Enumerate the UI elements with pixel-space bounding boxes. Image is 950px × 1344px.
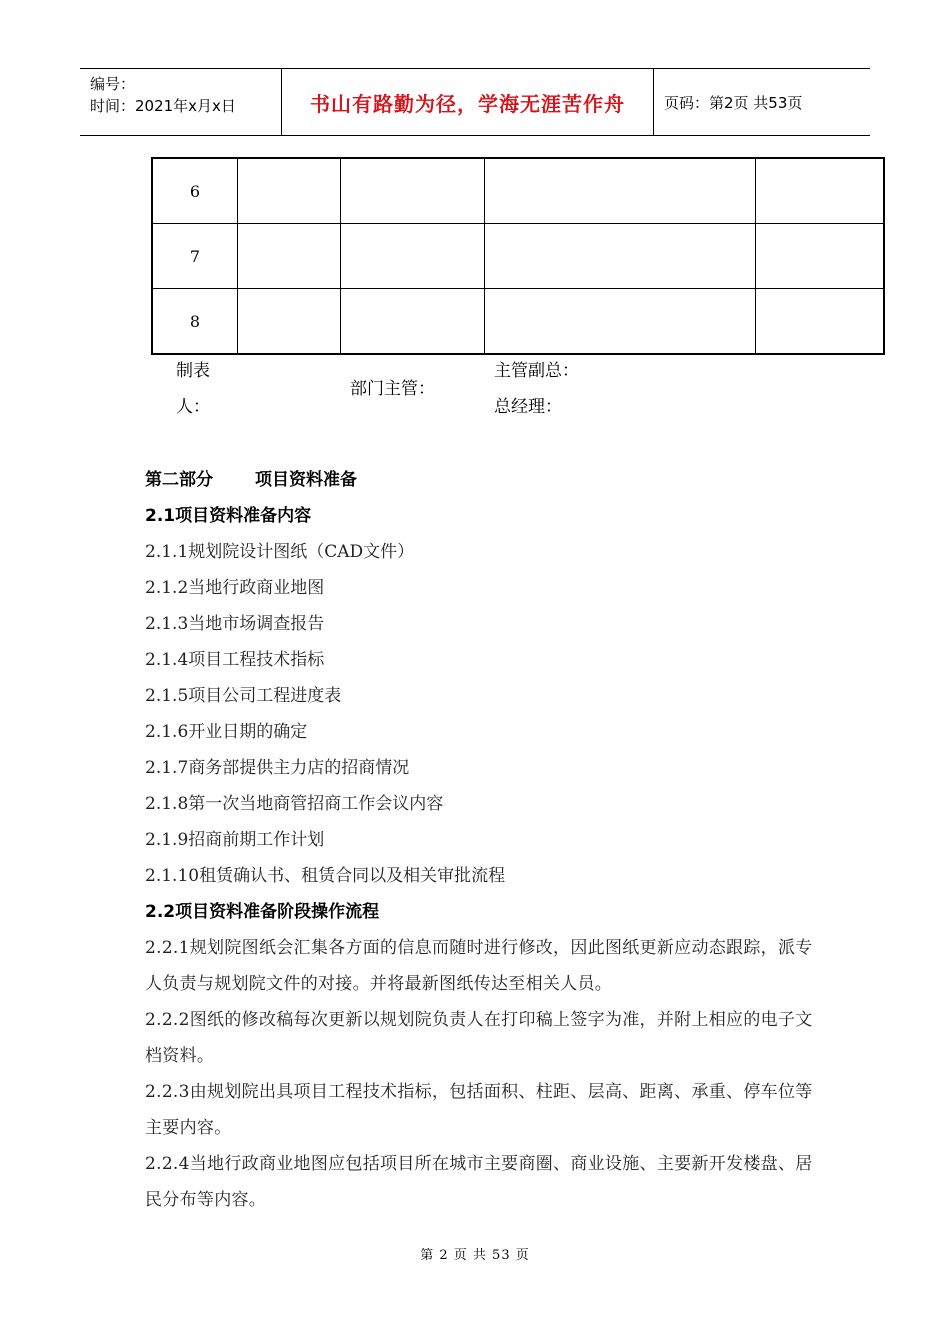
table-cell: [341, 289, 485, 355]
page-info: 页码：第2页 共53页: [664, 93, 803, 112]
signature-deputy: [494, 353, 579, 425]
table-cell: [238, 224, 341, 289]
row-number: 7: [152, 224, 238, 289]
paragraph: 2.2.3由规划院出具项目工程技术指标，包括面积、柱距、层高、距离、承重、停车位等主要内容。: [145, 1082, 813, 1138]
deputy-line1: 主管副总：: [494, 361, 579, 381]
table-cell: [485, 158, 756, 224]
part-title: 第二部分: [145, 470, 213, 490]
list-item: 2.1.2当地行政商业地图: [145, 578, 325, 598]
list-item: 2.1.5项目公司工程进度表: [145, 686, 342, 706]
table-cell: [756, 158, 885, 224]
maker-line1: 制表: [176, 361, 210, 381]
time-label: 时间：2021年x月x日: [90, 97, 236, 115]
dept-head-label: 部门主管：: [350, 379, 435, 399]
part-name: 项目资料准备: [255, 470, 357, 490]
motto: 书山有路勤为径，学海无涯苦作舟: [310, 91, 625, 116]
header-motto-cell: [282, 69, 654, 135]
page-header: [80, 68, 870, 136]
table-cell: [485, 289, 756, 355]
list-item: 2.1.4项目工程技术指标: [145, 650, 325, 670]
header-meta: [80, 69, 282, 135]
section-heading: 2.1项目资料准备内容: [145, 506, 312, 526]
signature-dept-head: [350, 371, 435, 407]
table-cell: [341, 158, 485, 224]
table-cell: [756, 289, 885, 355]
header-page-info: [654, 69, 870, 135]
list-item: 2.1.7商务部提供主力店的招商情况: [145, 758, 410, 778]
list-item: 2.1.9招商前期工作计划: [145, 830, 325, 850]
page-footer: 第 2 页 共 53 页: [420, 1248, 530, 1263]
approval-table: [151, 157, 885, 355]
paragraph: 2.2.4当地行政商业地图应包括项目所在城市主要商圈、商业设施、主要新开发楼盘、居民分布等内容。: [145, 1154, 813, 1210]
maker-line2: 人：: [176, 397, 210, 417]
paragraph: 2.2.1规划院图纸会汇集各方面的信息而随时进行修改，因此图纸更新应动态跟踪，派专人负责与规划院文件的对接。并将最新图纸传达至相关人员。: [145, 938, 813, 994]
list-item: 2.1.8第一次当地商管招商工作会议内容: [145, 794, 444, 814]
row-number: 8: [152, 289, 238, 355]
list-item: 2.1.3当地市场调查报告: [145, 614, 325, 634]
table-row: [152, 289, 884, 355]
table-cell: [238, 158, 341, 224]
table-row: [152, 158, 884, 224]
section-heading: 2.2项目资料准备阶段操作流程: [145, 902, 380, 922]
deputy-line2: 总经理：: [494, 397, 562, 417]
table-cell: [485, 224, 756, 289]
number-label: 编号：: [90, 75, 136, 93]
table-cell: [756, 224, 885, 289]
signature-maker: [176, 353, 210, 425]
document-body: [145, 462, 825, 1218]
row-number: 6: [152, 158, 238, 224]
paragraph: 2.2.2图纸的修改稿每次更新以规划院负责人在打印稿上签字为准，并附上相应的电子文档资料。: [145, 1010, 813, 1066]
list-item: 2.1.10租赁确认书、租赁合同以及相关审批流程: [145, 866, 506, 886]
table-cell: [238, 289, 341, 355]
table-cell: [341, 224, 485, 289]
list-item: 2.1.6开业日期的确定: [145, 722, 308, 742]
part-heading: [145, 462, 825, 498]
list-item: 2.1.1规划院设计图纸（CAD文件）: [145, 542, 415, 562]
table-row: [152, 224, 884, 289]
